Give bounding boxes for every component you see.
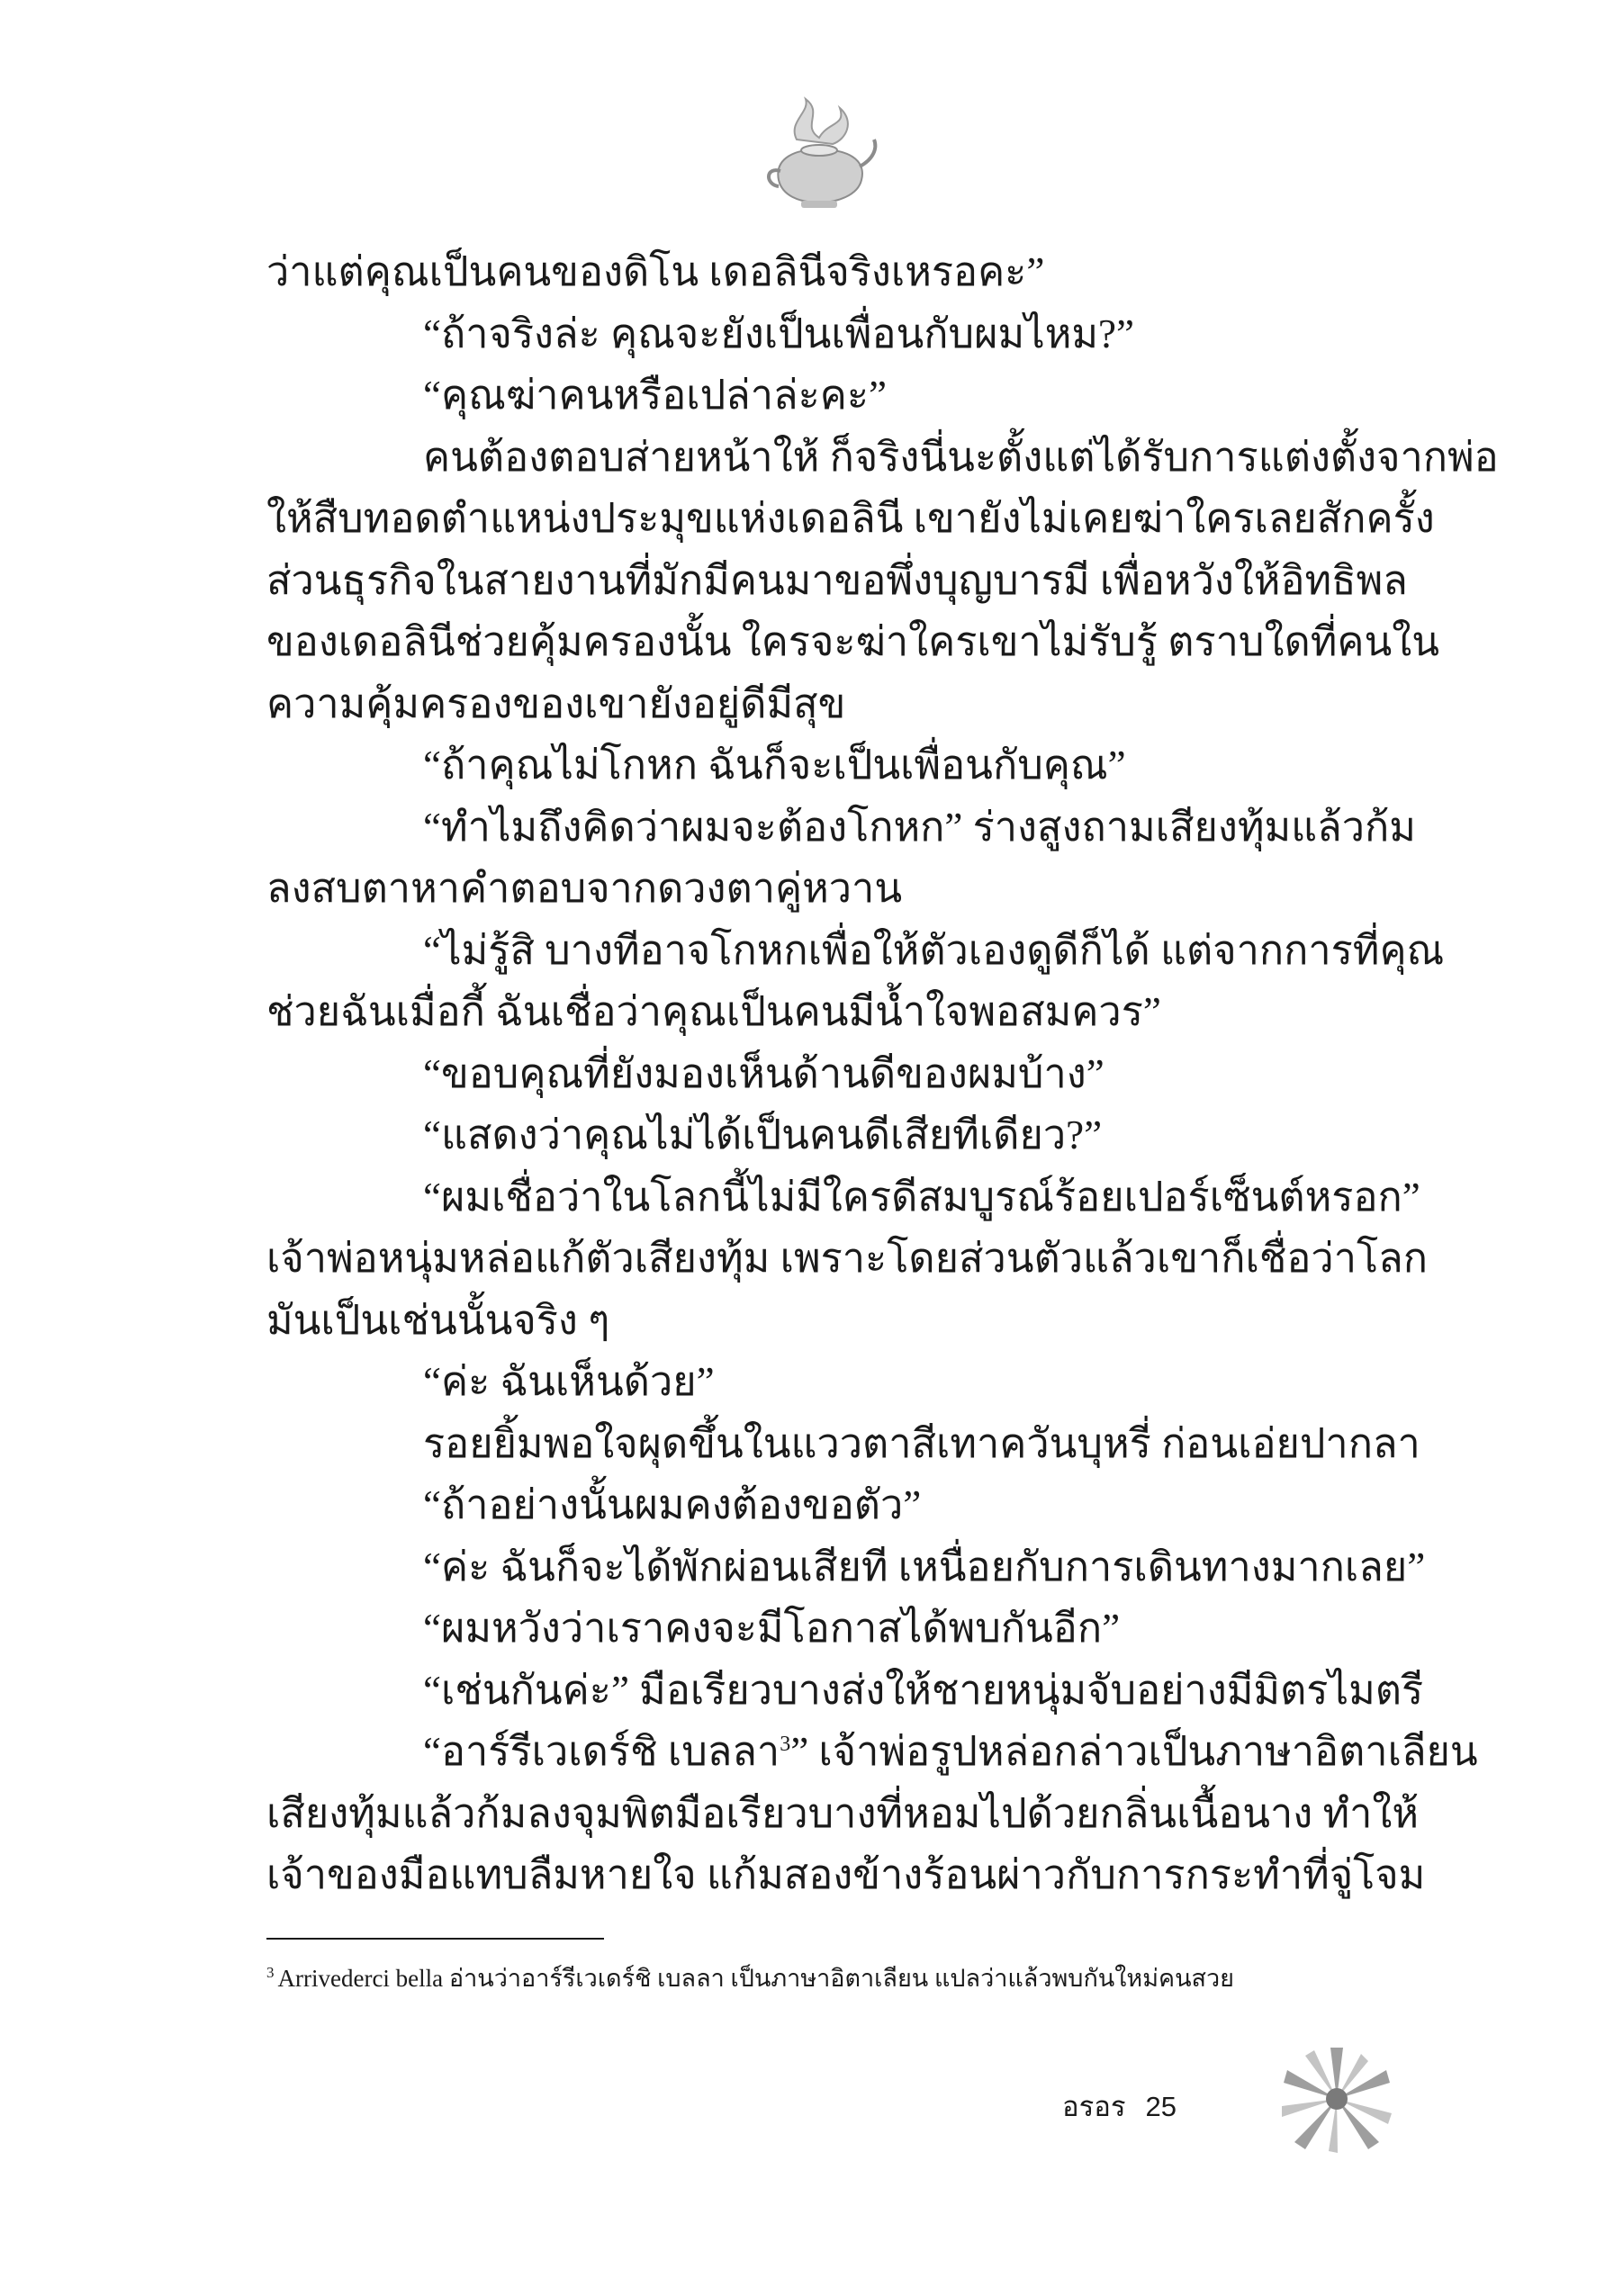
- text-line: “ค่ะ ฉันก็จะได้พักผ่อนเสียที เหนื่อยกับการเดินทางมากเลย”: [423, 1544, 1426, 1589]
- footnote-text: Arrivederci bella อ่านว่าอาร์รีเวเดร์ชิ เบลลา เป็นภาษาอิตาเลียน แปลว่าแล้วพบกันใหม่คนสวย: [277, 1965, 1235, 1992]
- story-text: [266, 241, 1499, 1906]
- page-footer: [1062, 2084, 1177, 2129]
- text-line: ให้สืบทอดตำแหน่งประมุขแห่งเดอลินี เขายังไม่เคยฆ่าใครเลยสักครั้ง: [266, 496, 1435, 541]
- footnote-ref-mark: 3: [780, 1733, 791, 1756]
- text-line-with-footnote-ref: [266, 1721, 1478, 1783]
- text-line: “ถ้าคุณไม่โกหก ฉันก็จะเป็นเพื่อนกับคุณ”: [423, 743, 1126, 788]
- footnote-divider: [266, 1938, 604, 1940]
- text-line: คนต้องตอบส่ายหน้าให้ ก็จริงนี่นะตั้งแต่ได้รับการแต่งตั้งจากพ่อ: [423, 434, 1499, 480]
- text-line: รอยยิ้มพอใจผุดขึ้นในแววตาสีเทาควันบุหรี่ ก่อนเอ่ยปากลา: [423, 1420, 1420, 1466]
- text-line: “ไม่รู้สิ บางทีอาจโกหกเพื่อให้ตัวเองดูดีก็ได้ แต่จากการที่คุณ: [423, 927, 1445, 973]
- text-line: “ถ้าอย่างนั้นผมคงต้องขอตัว”: [423, 1482, 922, 1527]
- text-line: ช่วยฉันเมื่อกี้ ฉันเชื่อว่าคุณเป็นคนมีน้ำใจพอสมควร”: [266, 989, 1161, 1034]
- text-line: เสียงทุ้มแล้วก้มลงจุมพิตมือเรียวบางที่หอมไปด้วยกลิ่นเนื้อนาง ทำให้: [266, 1790, 1420, 1836]
- text-line: เจ้าพ่อหนุ่มหล่อแก้ตัวเสียงทุ้ม เพราะโดยส่วนตัวแล้วเขาก็เชื่อว่าโลก: [266, 1236, 1428, 1281]
- line-text-after-ref: ” เจ้าพ่อรูปหล่อกล่าวเป็นภาษาอิตาเลียน: [790, 1729, 1478, 1774]
- text-line: ลงสบตาหาคำตอบจากดวงตาคู่หวาน: [266, 866, 903, 911]
- book-title: อรอร: [1062, 2091, 1126, 2122]
- text-line: มันเป็นเช่นนั้นจริง ๆ: [266, 1297, 610, 1343]
- text-line: “ขอบคุณที่ยังมองเห็นด้านดีของผมบ้าง”: [423, 1050, 1105, 1096]
- text-line: “เช่นกันค่ะ” มือเรียวบางส่งให้ชายหนุ่มจับอย่างมีมิตรไมตรี: [423, 1667, 1424, 1713]
- text-line: “ค่ะ ฉันเห็นด้วย”: [423, 1359, 715, 1404]
- text-line: “ทำไมถึงคิดว่าผมจะต้องโกหก” ร่างสูงถามเสียงทุ้มแล้วก้ม: [423, 804, 1416, 850]
- line-text-before-ref: “อาร์รีเวเดร์ชิ เบลลา: [423, 1729, 780, 1774]
- text-line: ของเดอลินีช่วยคุ้มครองนั้น ใครจะฆ่าใครเขาไม่รับรู้ ตราบใดที่คนใน: [266, 619, 1439, 664]
- flower-ornament-icon: [1278, 2043, 1395, 2156]
- text-line: “ผมหวังว่าเราคงจะมีโอกาสได้พบกันอีก”: [423, 1606, 1121, 1651]
- page-number: 25: [1145, 2091, 1177, 2122]
- text-line: เจ้าของมือแทบลืมหายใจ แก้มสองข้างร้อนผ่าวกับการกระทำที่จู่โจม: [266, 1852, 1426, 1897]
- text-line: ว่าแต่คุณเป็นคนของดิโน เดอลินีจริงเหรอคะ”: [266, 249, 1045, 294]
- text-line: ความคุ้มครองของเขายังอยู่ดีมีสุข: [266, 680, 846, 726]
- text-line: “คุณฆ่าคนหรือเปล่าล่ะคะ”: [423, 373, 887, 418]
- text-line: “แสดงว่าคุณไม่ได้เป็นคนดีเสียทีเดียว?”: [423, 1112, 1103, 1157]
- teapot-ornament-icon: [761, 95, 878, 230]
- text-line: “ถ้าจริงล่ะ คุณจะยังเป็นเพื่อนกับผมไหม?”: [423, 311, 1135, 356]
- text-line: “ผมเชื่อว่าในโลกนี้ไม่มีใครดีสมบูรณ์ร้อยเปอร์เซ็นต์หรอก”: [423, 1174, 1420, 1220]
- footnote-mark: 3: [266, 1964, 275, 1981]
- footnote: [266, 1958, 1392, 1997]
- text-line: ส่วนธุรกิจในสายงานที่มักมีคนมาขอพึ่งบุญบารมี เพื่อหวังให้อิทธิพล: [266, 557, 1408, 603]
